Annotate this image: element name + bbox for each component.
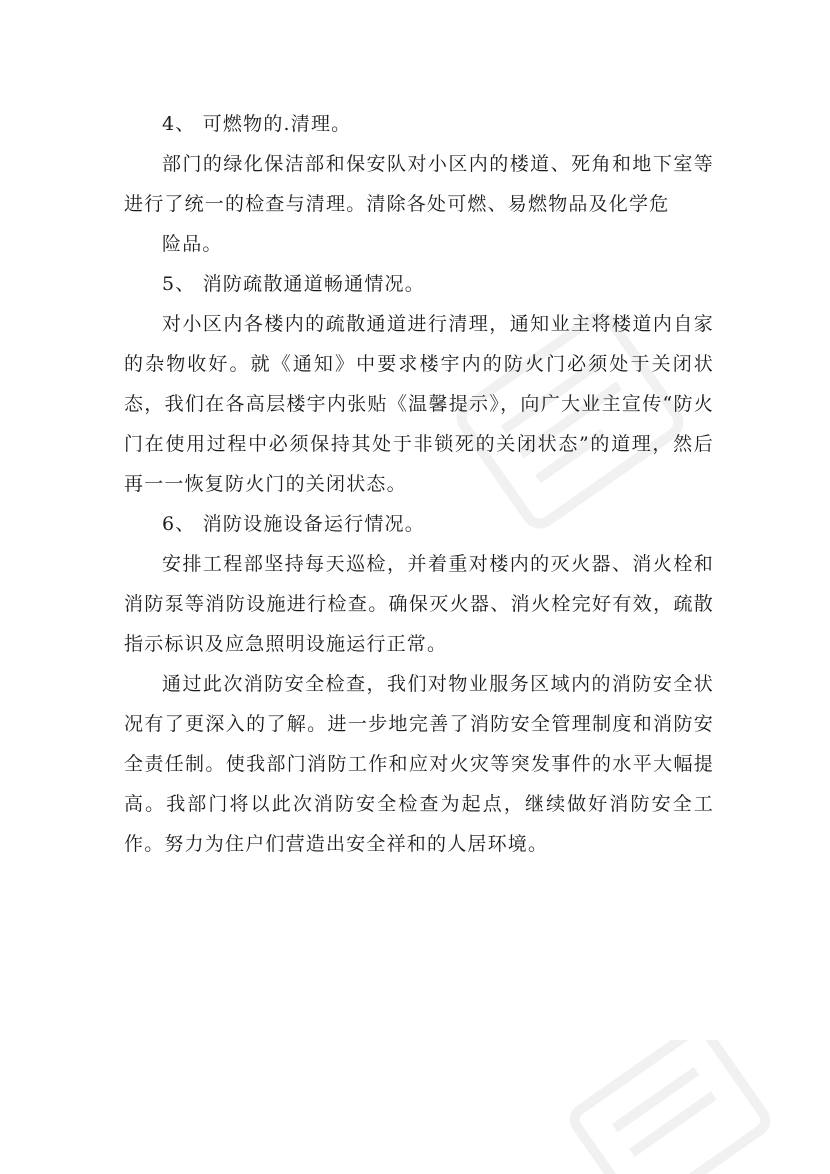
paragraph-equipment: 安排工程部坚持每天巡检，并着重对楼内的灭火器、消火栓和消防泵等消防设施进行检查。确保灭火器、消火栓完好有效，疏散指示标识及应急照明设施运行正常。 xyxy=(124,553,714,655)
list-heading-4: 4、 可燃物的.清理。 xyxy=(162,113,352,135)
paragraph-cleanup: 部门的绿化保洁部和保安队对小区内的楼道、死角和地下室等进行了统一的检查与清理。清除各处可燃、易燃物品及化学危 xyxy=(124,153,714,215)
document-body xyxy=(124,104,714,864)
paragraph-evacuation: 对小区内各楼内的疏散通道进行清理，通知业主将楼道内自家的杂物收好。就《通知》中要求楼宇内的防火门必须处于关闭状态，我们在各高层楼宇内张贴《温馨提示》，向广大业主宣传“防火门在使用过程中必须保持其处于非锁死的关闭状态”的道理，然后再一一恢复防火门的关闭状态。 xyxy=(124,313,714,495)
paragraph-cleanup-continued: 险品。 xyxy=(162,233,223,255)
watermark-mark-lower xyxy=(560,1040,780,1174)
list-heading-5: 5、 消防疏散通道畅通情况。 xyxy=(162,273,425,295)
paragraph-conclusion: 通过此次消防安全检查，我们对物业服务区域内的消防安全状况有了更深入的了解。进一步地完善了消防安全管理制度和消防安全责任制。使我部门消防工作和应对火灾等突发事件的水平大幅提高。我部门将以此次消防安全检查为起点，继续做好消防安全工作。努力为住户们营造出安全祥和的人居环境。 xyxy=(124,673,714,855)
list-heading-6: 6、 消防设施设备运行情况。 xyxy=(162,513,425,535)
